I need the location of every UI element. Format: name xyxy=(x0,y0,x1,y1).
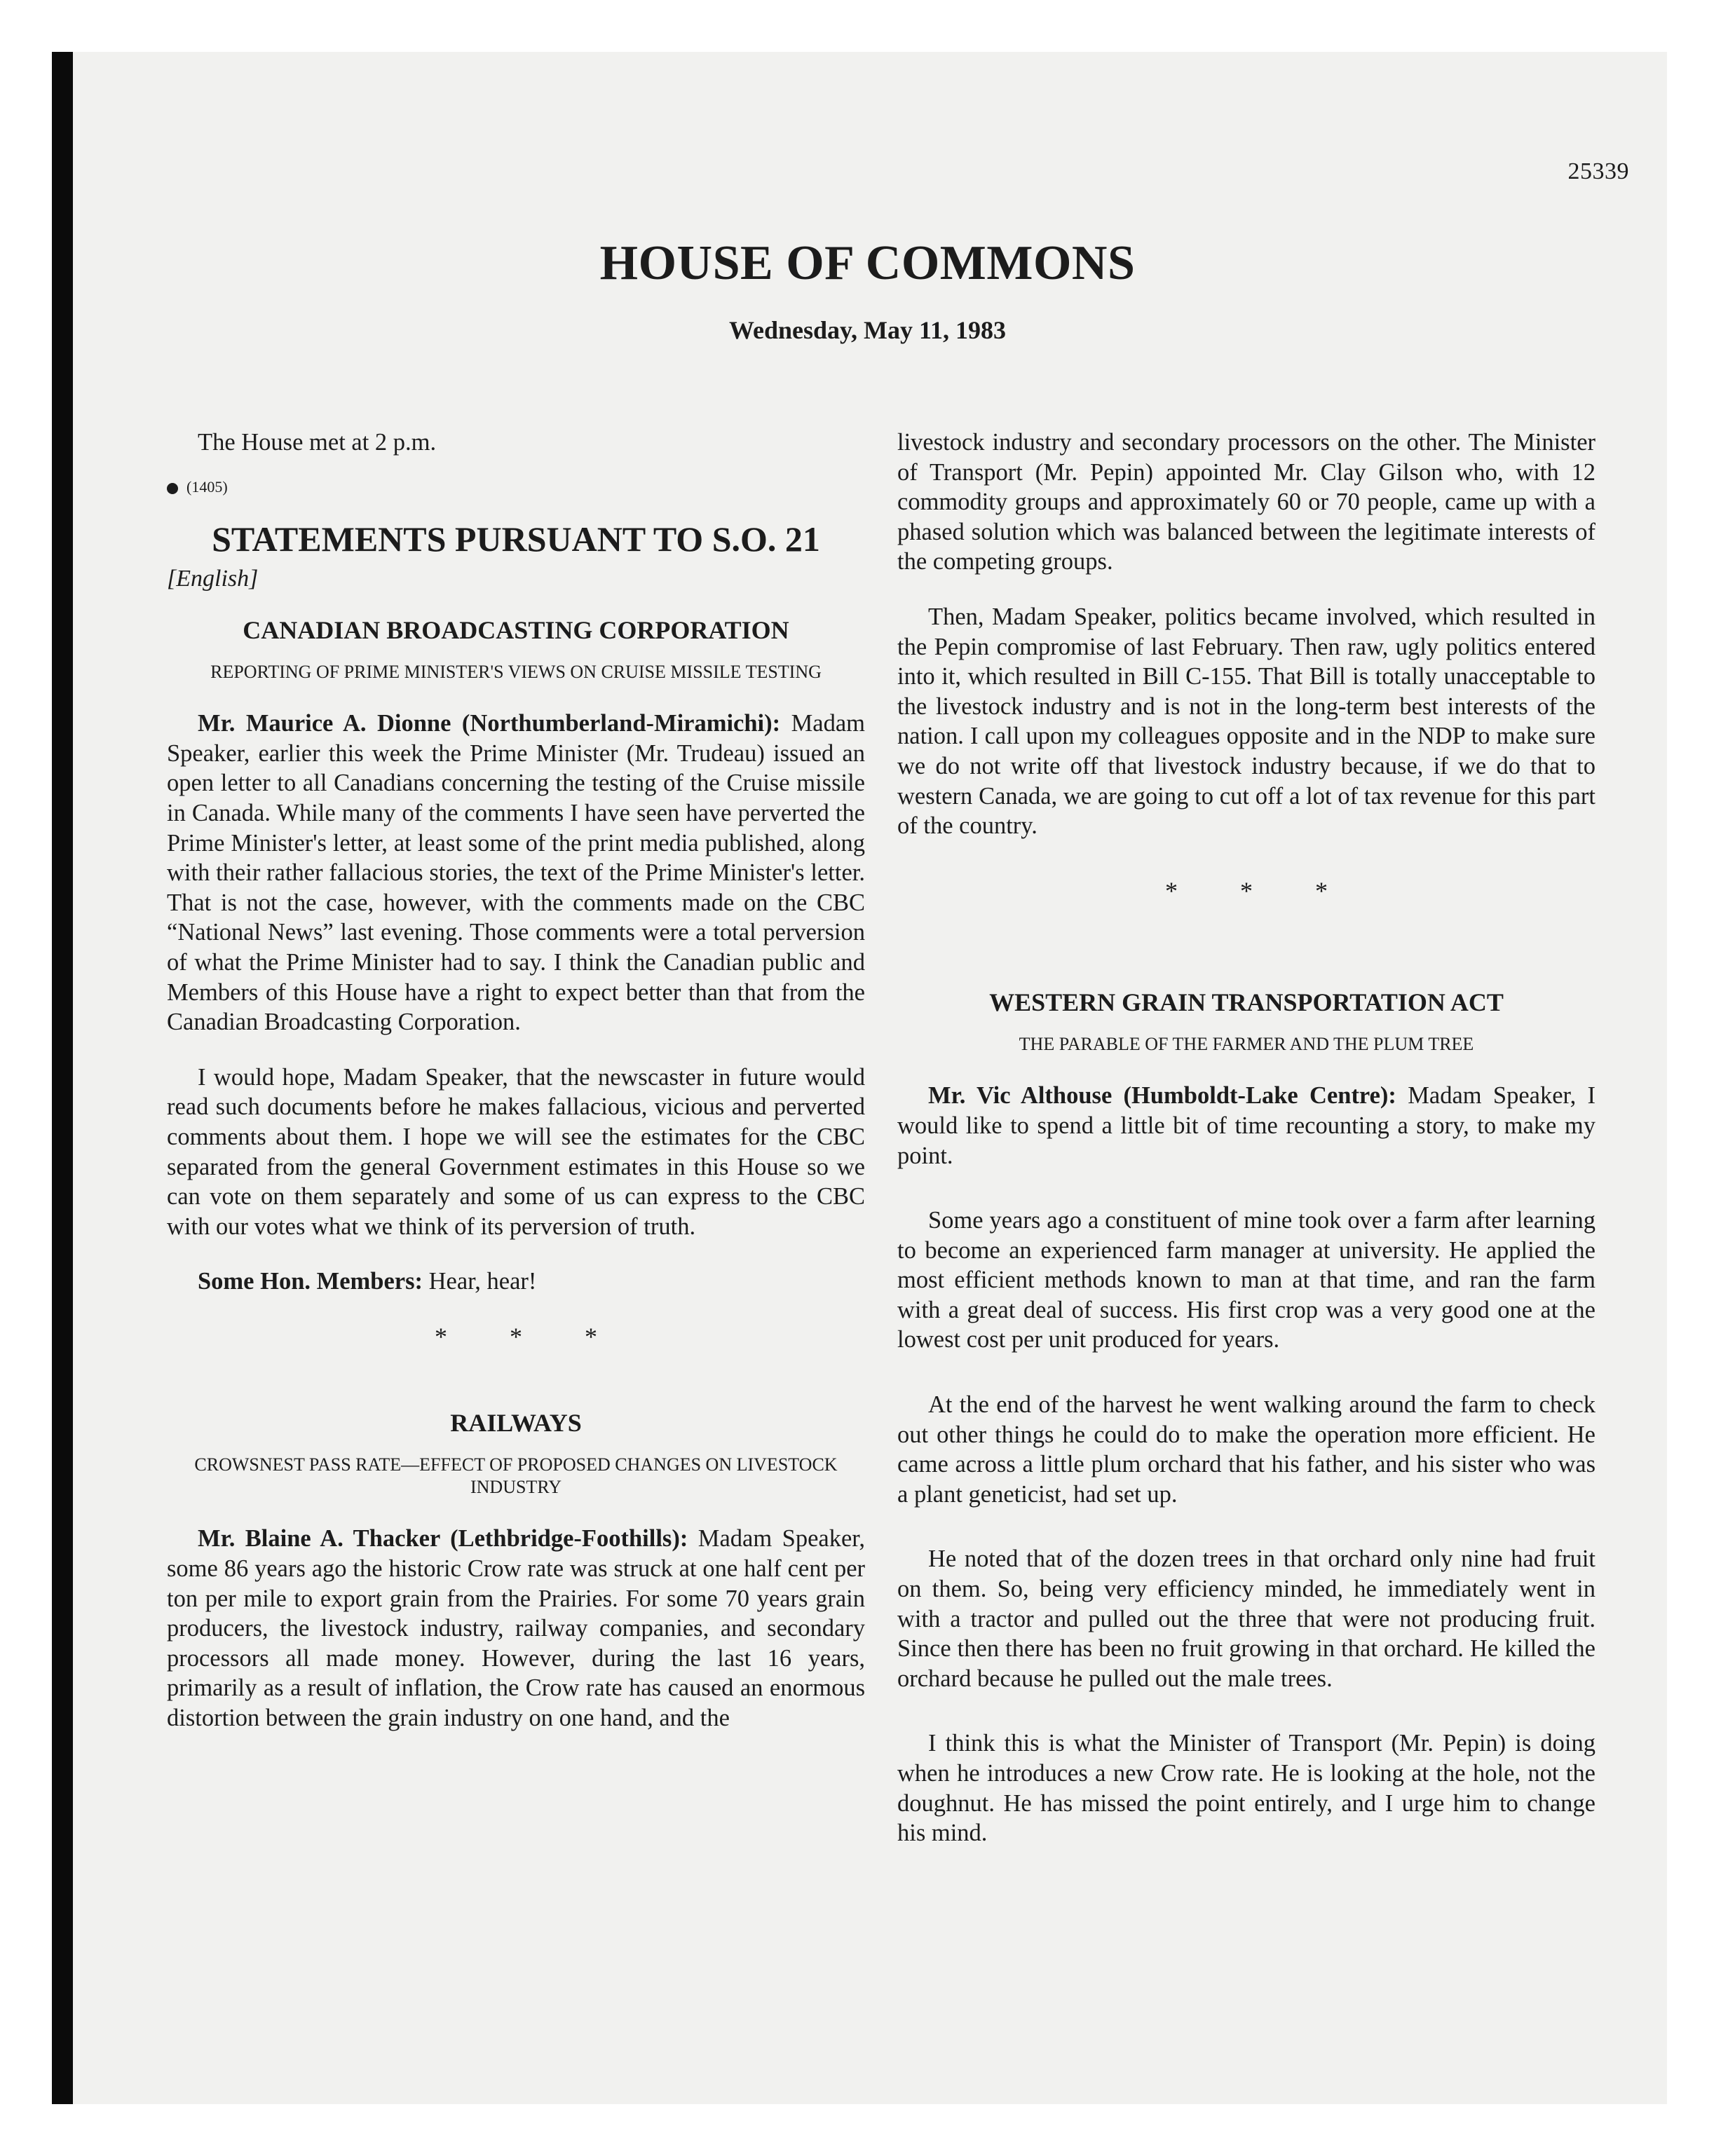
statement-paragraph: I would hope, Madam Speaker, that the newscaster in future would read such documents before he makes fallacious, vicious and perverted comments about them. I hope we will see the estimates for the CBC separated from the general Government estimates in this House so we can vote on them separately and some of us can express to the CBC with our votes what we think of its perversion of truth. xyxy=(167,1063,865,1240)
members-response xyxy=(167,1267,865,1297)
speaker-name: Mr. Vic Althouse (Humboldt-Lake Centre): xyxy=(928,1082,1396,1110)
speaker-name: Mr. Maurice A. Dionne (Northumberland-Miramichi): xyxy=(198,710,781,737)
statement-dionne xyxy=(167,709,865,1037)
item-heading-cbc: CANADIAN BROADCASTING CORPORATION xyxy=(243,616,789,645)
statement-paragraph: He noted that of the dozen trees in that orchard only nine had fruit on them. So, being very efficiency minded, he immediately went in with a tractor and pulled out the three that were not producing fruit. Since then there has been no fruit growing in that orchard. He killed the orchard because he pulled out the male trees. xyxy=(897,1546,1595,1692)
item-subheading-cbc: REPORTING OF PRIME MINISTER'S VIEWS ON CRUISE MISSILE TESTING xyxy=(210,662,822,683)
statement-althouse xyxy=(897,1081,1595,1171)
statement-paragraph: Then, Madam Speaker, politics became involved, which resulted in the Pepin compromise of last February. Then raw, ugly politics entered into it, which resulted in Bill C-155. That Bill is totally unacceptable to the livestock industry and is not in the long-term best interests of the nation. I call upon my colleagues opposite and in the NDP to make sure we do not write off that livestock industry because, if we do that to western Canada, we are going to cut off a lot of tax revenue for this part of the country. xyxy=(897,603,1595,840)
scan-edge-bar xyxy=(52,52,73,2104)
item-subheading-grain: THE PARABLE OF THE FARMER AND THE PLUM TREE xyxy=(1019,1034,1474,1055)
statement-paragraph: At the end of the harvest he went walking around the farm to check out other things he could do to make the operation more efficient. He came across a little plum orchard that his father, and his sister who was a plant geneticist, had set up. xyxy=(897,1391,1595,1508)
section-title: STATEMENTS PURSUANT TO S.O. 21 xyxy=(212,519,820,559)
time-marker xyxy=(167,477,865,497)
item-subheading-railways: CROWSNEST PASS RATE—EFFECT OF PROPOSED CHANGES ON LIVESTOCK INDUSTRY xyxy=(194,1454,838,1498)
masthead-title: HOUSE OF COMMONS xyxy=(599,236,1136,290)
response-speaker: Some Hon. Members: xyxy=(198,1268,423,1295)
statement-paragraph: Some years ago a constituent of mine took over a farm after learning to become an experienced farm manager at university. He applied the most efficient methods known to man at that time, and ran the farm with a great deal of success. His first crop was a very good one at the lowest cost per unit produced for years. xyxy=(897,1207,1595,1353)
item-heading-railways: RAILWAYS xyxy=(450,1409,582,1438)
speaker-name: Mr. Blaine A. Thacker (Lethbridge-Foothills): xyxy=(198,1525,688,1553)
statement-thacker xyxy=(167,1524,865,1733)
language-tag: [English] xyxy=(167,565,259,592)
time-marker-text: (1405) xyxy=(186,477,228,496)
statement-text: Madam Speaker, earlier this week the Prime Minister (Mr. Trudeau) issued an open letter to all Canadians concerning the testing of the Cruise missile in Canada. While many of the comments I have seen have perverted the Prime Minister's letter, at least some of the print media published, along with their rather fallacious stories, the text of the Prime Minister's letter. That is not the case, however, with the comments made on the CBC “National News” last evening. Those comments were a total perversion of what the Prime Minister had to say. I think the Canadian public and Members of this House have a right to expect better than that from the Canadian Broadcasting Corporation. xyxy=(167,710,865,1036)
section-separator: * * * xyxy=(435,1322,625,1351)
item-heading-grain: WESTERN GRAIN TRANSPORTATION ACT xyxy=(989,988,1504,1017)
statement-paragraph: I think this is what the Minister of Transport (Mr. Pepin) is doing when he introduces a new Crow rate. He is looking at the hole, not the doughnut. He has missed the point entirely, and I urge him to change his mind. xyxy=(897,1730,1595,1847)
statement-text: Madam Speaker, some 86 years ago the historic Crow rate was struck at one half cent per ton per mile to export grain from the Prairies. For some 70 years grain producers, the livestock industry, railway companies, and secondary processors all made money. However, during the last 16 years, primarily as a result of inflation, the Crow rate has caused an enormous distortion between the grain industry on one hand, and the xyxy=(167,1525,866,1732)
left-column xyxy=(167,428,865,1733)
right-column xyxy=(897,428,1595,1848)
opening-line: The House met at 2 p.m. xyxy=(198,429,437,456)
bullet-dot-icon xyxy=(167,483,178,494)
statement-text: Madam Speaker, I would like to spend a little bit of time recounting a story, to make my point. xyxy=(897,1082,1596,1169)
page-number: 25339 xyxy=(1567,158,1629,184)
response-text: Hear, hear! xyxy=(428,1268,537,1295)
sitting-date: Wednesday, May 11, 1983 xyxy=(728,316,1007,344)
statement-continuation: livestock industry and secondary processors on the other. The Minister of Transport (Mr. Pepin) appointed Mr. Clay Gilson who, with 12 commodity groups and approximately 60 or 70 people, came up with a phased solution which was balanced between the legitimate interests of the competing groups. xyxy=(897,429,1595,575)
section-separator: * * * xyxy=(1165,876,1356,905)
